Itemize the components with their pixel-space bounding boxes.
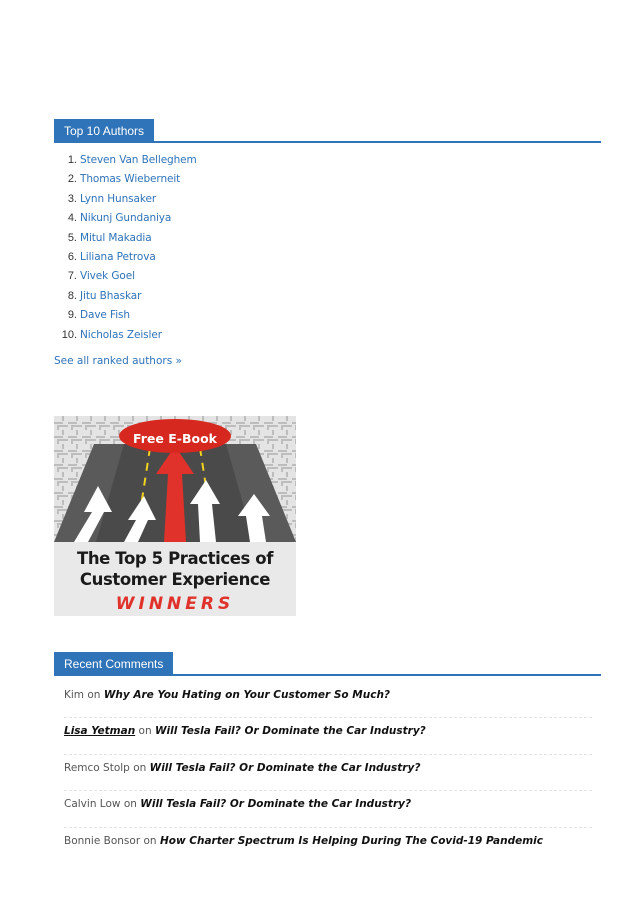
author-item [54, 209, 354, 228]
author-link[interactable]: Thomas Wieberneit [80, 173, 181, 186]
author-rank: 6. [67, 250, 77, 263]
author-item [54, 248, 354, 267]
recent-comments-list [64, 682, 592, 864]
see-all-authors-link[interactable]: See all ranked authors » [54, 355, 182, 367]
author-link[interactable]: Liliana Petrova [80, 250, 156, 263]
author-item [54, 267, 354, 286]
comment-author: Calvin Low [64, 798, 121, 811]
author-rank: 8. [67, 289, 77, 302]
top-authors-header [54, 117, 601, 143]
comment-author: Kim [64, 689, 85, 701]
author-link[interactable]: Nikunj Gundaniya [80, 212, 172, 225]
author-item [54, 190, 354, 209]
comment-post-link[interactable]: Why Are You Hating on Your Customer So Much? [103, 689, 391, 701]
author-link[interactable]: Nicholas Zeisler [80, 328, 162, 341]
ebook-title-line1: The Top 5 Practices of [76, 549, 274, 568]
ebook-badge: Free E-Book [133, 431, 217, 446]
comment-connector: on [87, 689, 101, 701]
author-link[interactable]: Vivek Goel [80, 270, 135, 283]
ebook-banner[interactable] [54, 416, 296, 616]
author-item [54, 229, 354, 248]
comment-post-link[interactable]: Will Tesla Fail? Or Dominate the Car Industry? [140, 798, 412, 811]
author-link[interactable]: Jitu Bhaskar [80, 289, 142, 302]
author-rank: 5. [67, 231, 77, 244]
author-item [54, 326, 354, 345]
author-link[interactable]: Steven Van Belleghem [80, 154, 197, 166]
comment-connector: on [123, 798, 137, 811]
comment-item [64, 718, 592, 754]
ebook-title-line2: Customer Experience [79, 570, 271, 589]
comment-author: Remco Stolp [64, 761, 130, 774]
top-authors-heading: Top 10 Authors [54, 119, 154, 143]
comment-post-link[interactable]: Will Tesla Fail? Or Dominate the Car Industry? [149, 761, 421, 774]
comment-item [64, 828, 592, 864]
author-rank: 10. [61, 328, 77, 341]
author-rank: 2. [67, 173, 77, 186]
author-item [54, 287, 354, 306]
author-item [54, 306, 354, 325]
comment-connector: on [133, 761, 147, 774]
author-rank: 1. [67, 154, 77, 166]
author-link[interactable]: Dave Fish [80, 309, 130, 322]
author-item [54, 151, 354, 170]
comment-connector: on [143, 834, 157, 847]
ebook-winners: WINNERS [115, 594, 235, 614]
recent-comments-header [54, 650, 601, 676]
comment-item [64, 755, 592, 791]
comment-connector: on [138, 725, 152, 738]
top-authors-list [54, 151, 354, 345]
author-link[interactable]: Mitul Makadia [80, 231, 152, 244]
author-rank: 7. [67, 270, 77, 283]
comment-post-link[interactable]: Will Tesla Fail? Or Dominate the Car Industry? [154, 725, 426, 738]
comment-post-link[interactable]: How Charter Spectrum Is Helping During The Covid-19 Pandemic [159, 834, 544, 847]
comment-item [64, 682, 592, 718]
comment-author: Bonnie Bonsor [64, 834, 141, 847]
author-link[interactable]: Lynn Hunsaker [80, 192, 157, 205]
author-item [54, 170, 354, 189]
recent-comments-heading: Recent Comments [54, 652, 173, 676]
author-rank: 3. [67, 192, 77, 205]
comment-item [64, 791, 592, 827]
author-rank: 4. [67, 212, 77, 225]
comment-author-link[interactable]: Lisa Yetman [64, 725, 136, 738]
author-rank: 9. [67, 309, 77, 322]
